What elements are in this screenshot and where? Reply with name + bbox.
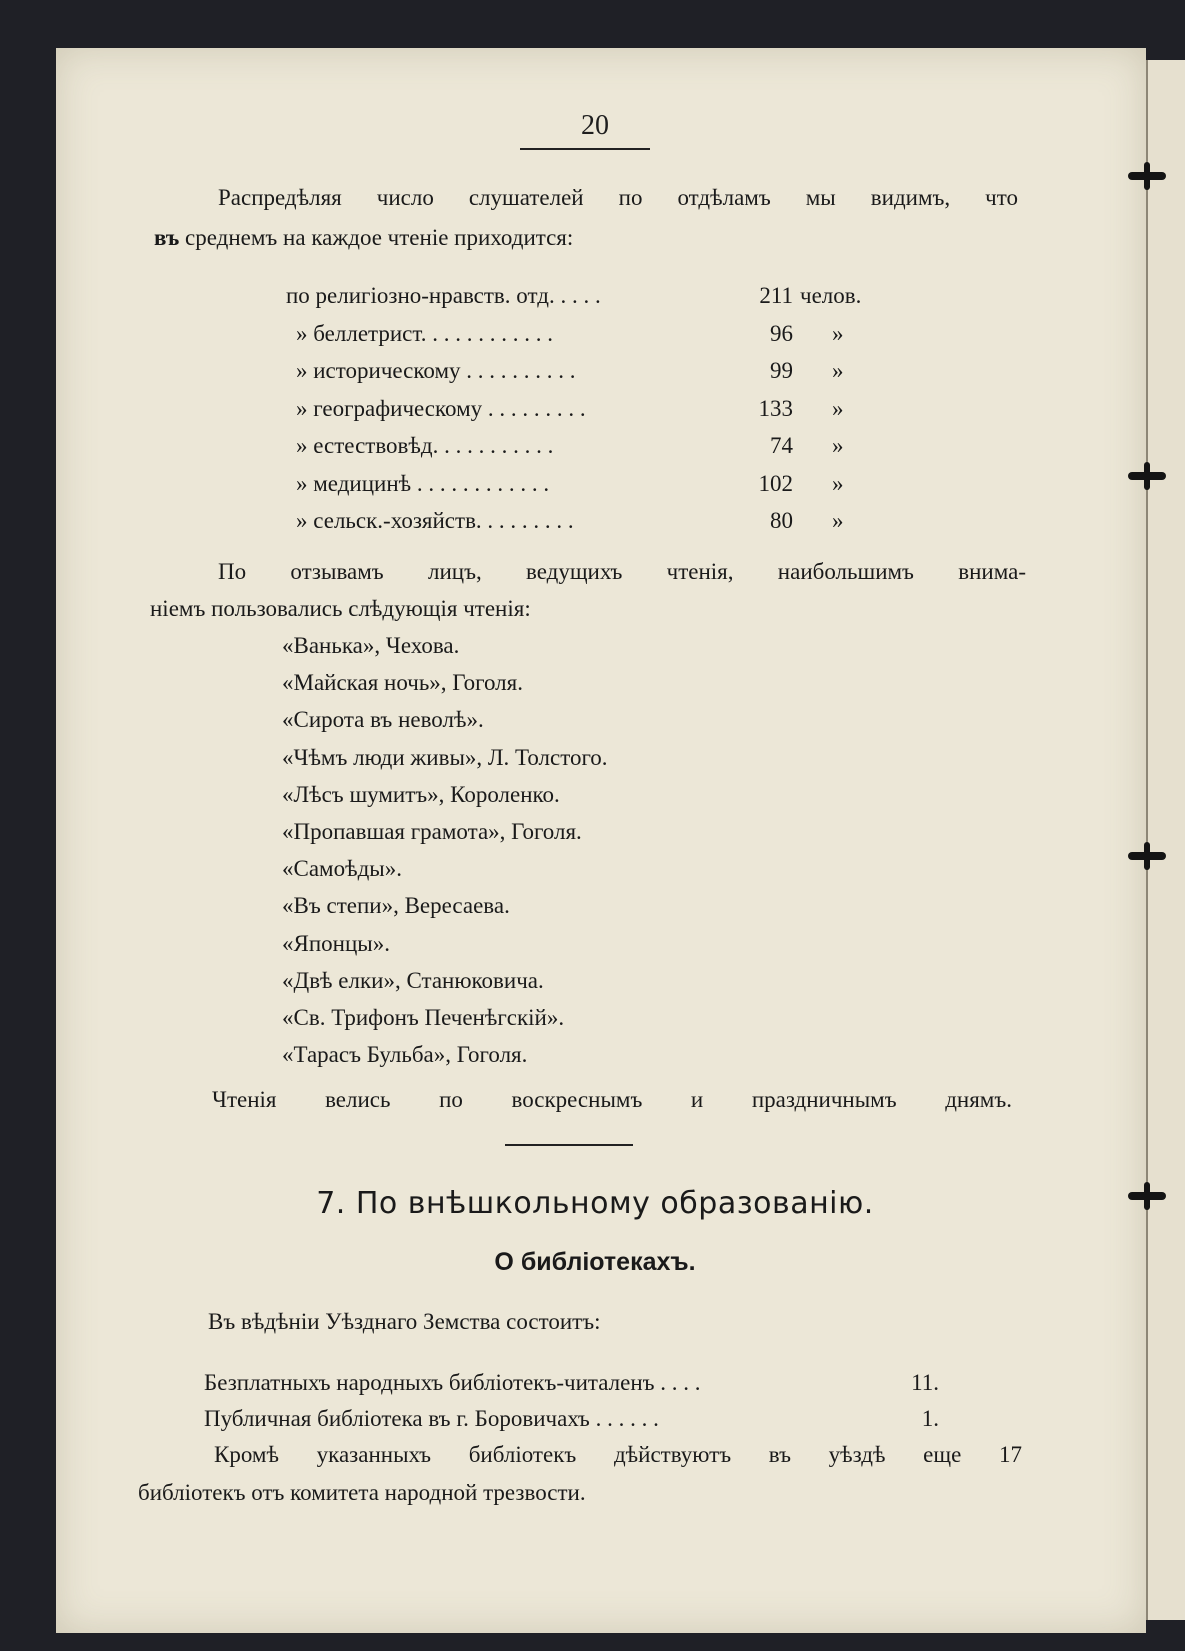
section-rule <box>505 1144 633 1146</box>
reading-item: «Японцы». <box>282 930 390 956</box>
section-subtitle: О библіотекахъ. <box>494 1248 696 1276</box>
libraries-intro: Въ вѣдѣніи Уѣзднаго Земства состоитъ: <box>208 1309 601 1334</box>
stat-unit: челов. <box>800 283 862 308</box>
intro-rest: среднемъ на каждое чтеніе приходится: <box>179 225 574 250</box>
stat-unit: » <box>832 470 844 496</box>
reading-item: «Чѣмъ люди живы», Л. Толстого. <box>282 744 608 770</box>
stat-unit: » <box>832 508 844 533</box>
stat-unit: » <box>832 358 844 383</box>
reading-item: «Св. Трифонъ Печенѣгскій». <box>282 1005 565 1030</box>
stat-value: 96 <box>770 320 793 346</box>
page-number: 20 <box>581 110 609 141</box>
page-number-rule <box>520 148 650 150</box>
intro-line-1: Распредѣляя число слушателей по отдѣламъ мы видимъ, что <box>218 185 1018 210</box>
stat-value: 133 <box>758 395 793 421</box>
closing-line-1: Кромѣ указанныхъ библіотекъ дѣйствуютъ въ уѣздѣ еще 17 <box>214 1442 1022 1467</box>
stat-value: 74 <box>770 433 793 458</box>
stat-label: » медицинѣ . . . . . . . . . . . . <box>296 470 550 496</box>
stat-value: 80 <box>770 508 793 533</box>
stat-label: по религіозно-нравств. отд. . . . . <box>286 283 601 308</box>
stat-label: » сельск.-хозяйств. . . . . . . . . <box>296 508 574 533</box>
readings-note: Чтенія велись по воскреснымъ и праздничнымъ днямъ. <box>212 1087 1012 1112</box>
stat-row <box>296 433 793 461</box>
stat-row <box>296 321 793 349</box>
intro-line-2 <box>154 226 573 249</box>
reviews-line-1: По отзывамъ лицъ, ведущихъ чтенія, наибольшимъ внима- <box>218 559 1026 584</box>
binding-stitch <box>1128 852 1166 860</box>
section-title: 7. По внѣшкольному образованію. <box>316 1186 874 1221</box>
reading-item: «Майская ночь», Гоголя. <box>282 670 523 696</box>
stat-row <box>286 283 793 311</box>
stat-label: » беллетрист. . . . . . . . . . . . <box>296 320 553 346</box>
binding-stitch <box>1128 472 1166 480</box>
stat-row <box>296 358 793 386</box>
stat-value: 99 <box>770 358 793 383</box>
next-page-edge <box>1146 60 1185 1620</box>
stat-row <box>296 471 793 499</box>
reading-item: «Пропавшая грамота», Гоголя. <box>282 819 582 844</box>
library-label: Публичная библіотека въ г. Боровичахъ . . . . . . <box>204 1406 659 1431</box>
stat-value: 102 <box>758 470 793 496</box>
stat-unit: » <box>832 395 844 421</box>
library-count: 11. <box>911 1370 939 1395</box>
reading-item: «Двѣ елки», Станюковича. <box>282 967 544 993</box>
stat-unit: » <box>832 433 844 458</box>
library-label: Безплатныхъ народныхъ библіотекъ-читаленъ . . . . <box>204 1370 701 1395</box>
library-row <box>204 1406 939 1434</box>
reading-item: «Ванька», Чехова. <box>282 633 460 658</box>
stat-label: » географическому . . . . . . . . . <box>296 395 586 421</box>
reading-item: «Самоѣды». <box>282 856 402 882</box>
intro-bold-word: въ <box>154 225 180 250</box>
stat-row <box>296 396 793 424</box>
reading-item: «Сирота въ неволѣ». <box>282 707 484 733</box>
library-count: 1. <box>921 1406 939 1431</box>
closing-line-2: библіотекъ отъ комитета народной трезвости. <box>138 1480 586 1505</box>
reviews-line-2: ніемъ пользовались слѣдующія чтенія: <box>150 596 531 621</box>
stat-unit: » <box>832 320 844 346</box>
binding-stitch <box>1128 172 1166 180</box>
reading-item: «Тарасъ Бульба», Гоголя. <box>282 1042 528 1068</box>
stat-row <box>296 508 793 536</box>
stat-label: » историческому . . . . . . . . . . <box>296 358 576 383</box>
reading-item: «Въ степи», Вересаева. <box>282 893 510 919</box>
reading-item: «Лѣсъ шумитъ», Короленко. <box>282 781 560 807</box>
library-row <box>204 1370 939 1398</box>
stat-label: » естествовѣд. . . . . . . . . . . <box>296 433 554 458</box>
stat-value: 211 <box>759 283 793 308</box>
